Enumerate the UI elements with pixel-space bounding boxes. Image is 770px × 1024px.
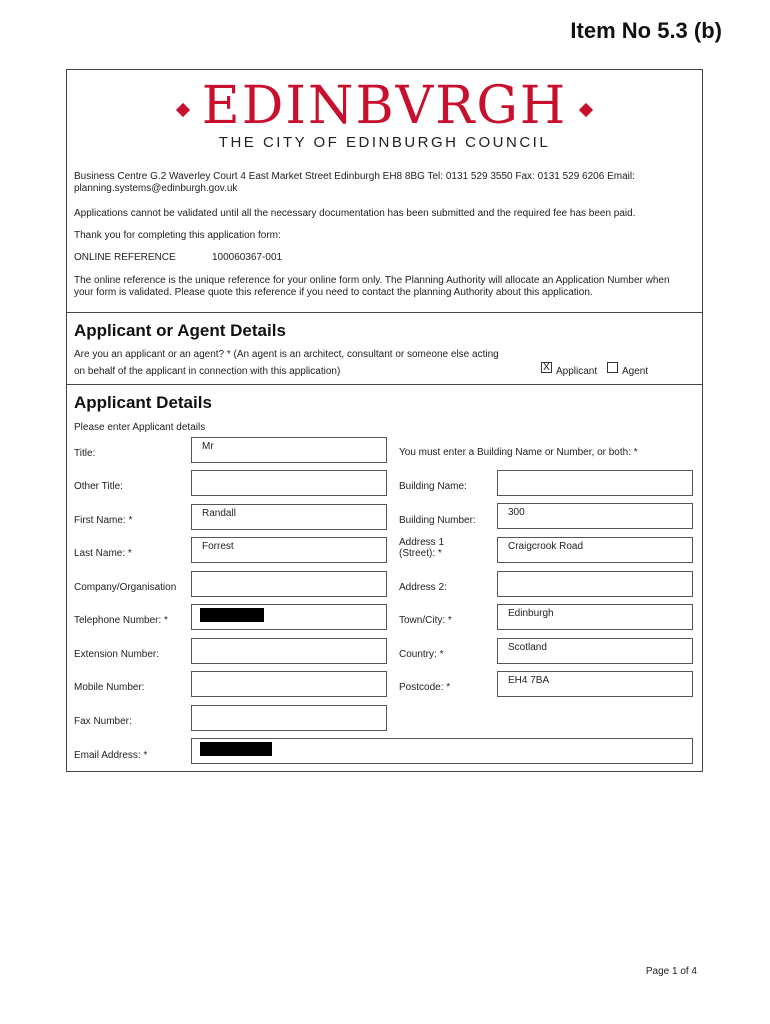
first-name-field[interactable]: Randall (191, 504, 387, 530)
company-field[interactable] (191, 571, 387, 597)
other-title-field[interactable] (191, 470, 387, 496)
extension-field[interactable] (191, 638, 387, 664)
telephone-field[interactable] (191, 604, 387, 630)
building-number-field[interactable]: 300 (497, 503, 693, 529)
diamond-right-icon (579, 102, 593, 116)
last-name-field[interactable]: Forrest (191, 537, 387, 563)
last-name-label: Last Name: * (74, 548, 132, 559)
building-note: You must enter a Building Name or Number, or both: * (399, 447, 638, 458)
title-label: Title: (74, 448, 96, 459)
applicant-checkbox[interactable]: X (541, 362, 552, 373)
other-title-label: Other Title: (74, 481, 123, 492)
applicant-details-heading: Applicant Details (74, 393, 212, 412)
online-ref-value: 100060367-001 (212, 252, 283, 263)
title-field[interactable]: Mr (191, 437, 387, 463)
email-label: Email Address: * (74, 750, 148, 761)
agent-option-label: Agent (622, 366, 649, 377)
building-name-field[interactable] (497, 470, 693, 496)
council-logo (66, 78, 703, 158)
section-divider (66, 384, 703, 385)
applicant-agent-question-1: Are you an applicant or an agent? * (An agent is an architect, consultant or someone else acting (74, 349, 499, 360)
agent-checkbox[interactable] (607, 362, 618, 373)
applicant-agent-heading: Applicant or Agent Details (74, 321, 286, 340)
diamond-left-icon (176, 102, 190, 116)
address1-label-line2: (Street): * (399, 548, 442, 559)
telephone-label: Telephone Number: * (74, 615, 168, 626)
applicant-details-prompt: Please enter Applicant details (74, 422, 206, 433)
postcode-label: Postcode: * (399, 682, 451, 693)
postcode-field[interactable]: EH4 7BA (497, 671, 693, 697)
fax-field[interactable] (191, 705, 387, 731)
logo-subtitle: THE CITY OF EDINBURGH COUNCIL (218, 134, 551, 151)
redaction-block (200, 742, 272, 756)
address2-field[interactable] (497, 571, 693, 597)
first-name-label: First Name: * (74, 515, 133, 526)
ref-note-line-1: The online reference is the unique reference for your online form only. The Planning Authority will allocate an Application Number when (74, 275, 670, 286)
validation-note: Applications cannot be validated until all the necessary documentation has been submitted and the required fee has been paid. (74, 208, 636, 219)
mobile-field[interactable] (191, 671, 387, 697)
company-label: Company/Organisation (74, 582, 177, 593)
online-ref-label: ONLINE REFERENCE (74, 252, 176, 263)
mobile-label: Mobile Number: (74, 682, 145, 693)
ref-note-line-2: your form is validated. Please quote this reference if you need to contact the planning Authority about this application. (74, 287, 593, 298)
redaction-block (200, 608, 264, 622)
address-line-2: planning.systems@edinburgh.gov.uk (74, 183, 238, 194)
address1-field[interactable]: Craigcrook Road (497, 537, 693, 563)
logo-wordmark: EDINBVRGH (201, 76, 568, 136)
fax-label: Fax Number: (74, 716, 132, 727)
building-name-label: Building Name: (399, 481, 467, 492)
town-label: Town/City: * (399, 615, 452, 626)
extension-label: Extension Number: (74, 649, 160, 660)
address2-label: Address 2: (399, 582, 447, 593)
thanks-text: Thank you for completing this application form: (74, 230, 281, 241)
town-field[interactable]: Edinburgh (497, 604, 693, 630)
applicant-agent-question-2: on behalf of the applicant in connection with this application) (74, 366, 341, 377)
country-label: Country: * (399, 649, 444, 660)
building-number-label: Building Number: (399, 515, 476, 526)
applicant-option-label: Applicant (556, 366, 598, 377)
page-number: Page 1 of 4 (645, 966, 697, 977)
country-field[interactable]: Scotland (497, 638, 693, 664)
section-divider (66, 312, 703, 313)
item-number: Item No 5.3 (b) (570, 18, 722, 43)
email-field[interactable] (191, 738, 693, 764)
address-line-1: Business Centre G.2 Waverley Court 4 East Market Street Edinburgh EH8 8BG Tel: 0131 529 3550 Fax: 0131 529 6206 Email: (74, 171, 635, 182)
address1-label-line1: Address 1 (399, 537, 445, 548)
